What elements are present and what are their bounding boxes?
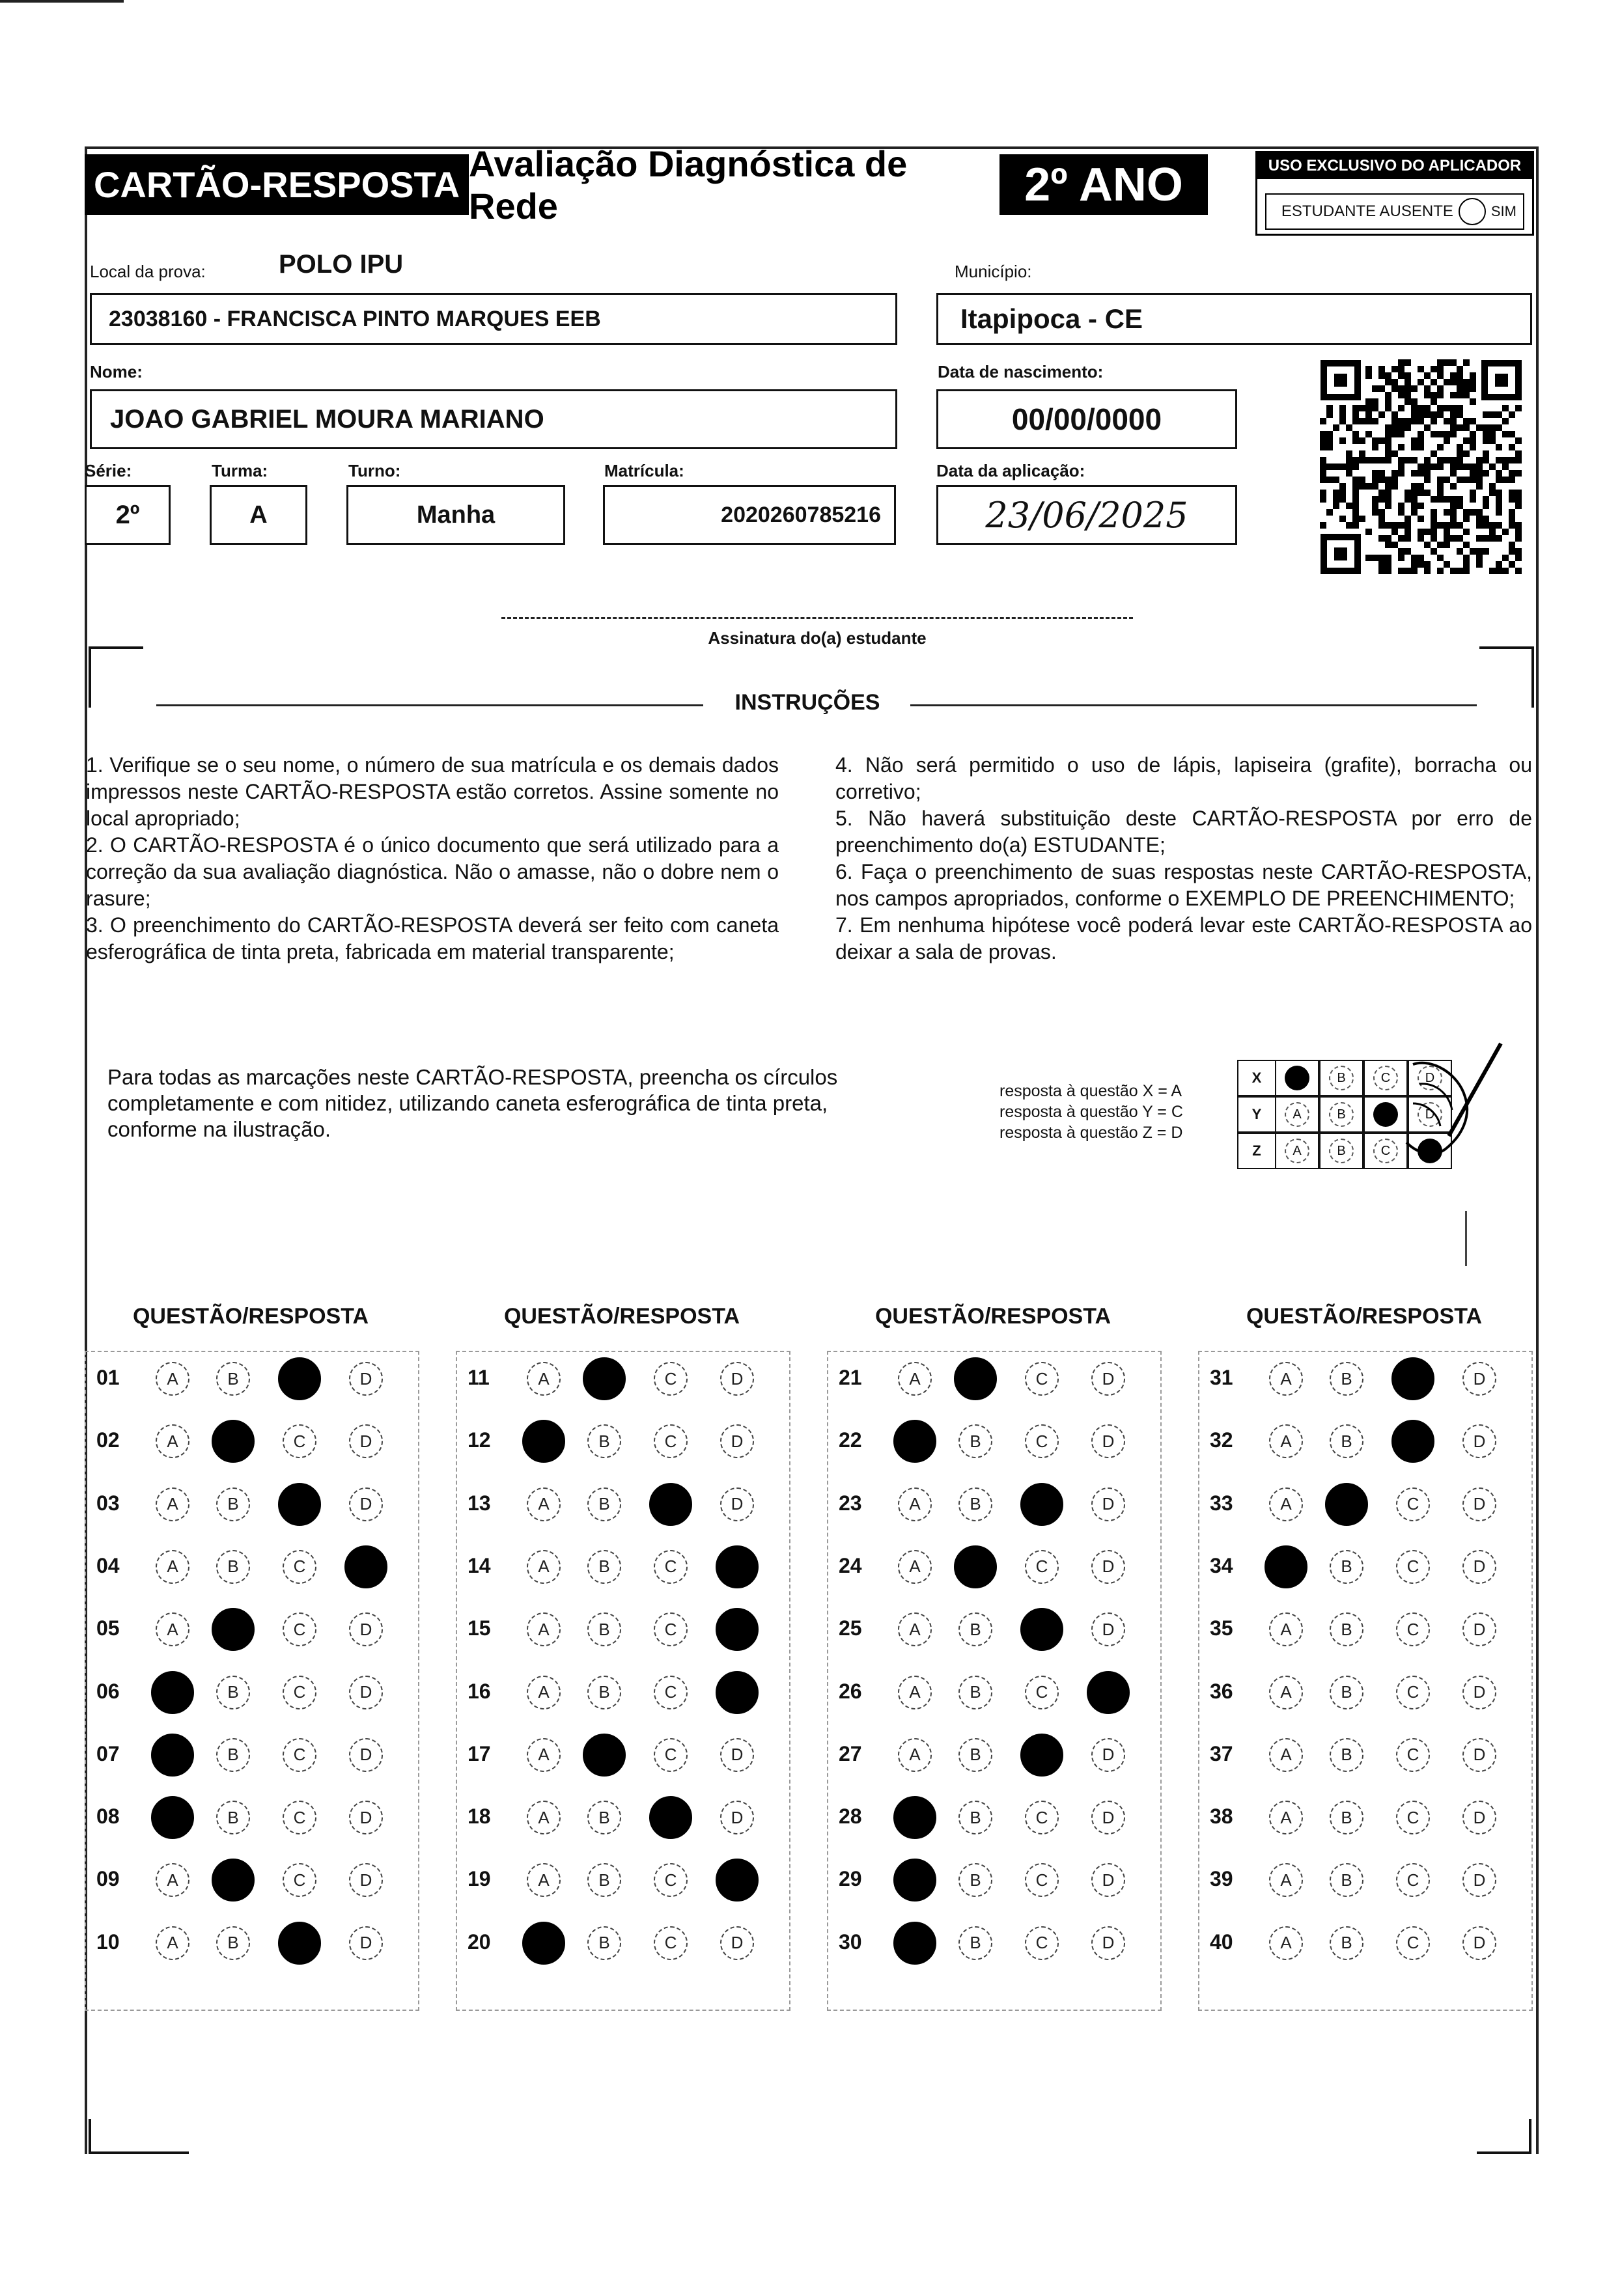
- series-label: Série:: [85, 461, 132, 480]
- instructions-rule-right: [910, 704, 1477, 706]
- example-bubble-b: B: [1329, 1102, 1354, 1127]
- example-bubble-c: C: [1373, 1139, 1398, 1163]
- city-box: [936, 293, 1532, 345]
- question-number: 02: [96, 1428, 120, 1452]
- answer-bubble-17-b[interactable]: [583, 1734, 626, 1777]
- instruction-item: 5. Não haverá substituição deste CARTÃO-RESPOSTA por erro de preenchimento do(a) ESTUDANTE;: [835, 807, 1532, 857]
- class-box: [210, 485, 307, 545]
- example-row-label: Z: [1237, 1133, 1276, 1169]
- app-date-label: Data da aplicação:: [936, 461, 1085, 480]
- example-bubble-a: A: [1285, 1102, 1309, 1127]
- question-number: 18: [468, 1805, 491, 1829]
- question-number: 26: [839, 1679, 862, 1703]
- answer-bubble-03-d[interactable]: D: [349, 1487, 383, 1521]
- answer-bubble-01-a[interactable]: A: [156, 1362, 189, 1396]
- answer-bubble-19-d[interactable]: [716, 1859, 759, 1902]
- answer-bubble-13-c[interactable]: [649, 1483, 692, 1526]
- question-number: 01: [96, 1366, 120, 1389]
- answer-bubble-08-c[interactable]: C: [283, 1801, 316, 1834]
- answer-bubble-07-c[interactable]: C: [283, 1738, 316, 1772]
- answer-bubble-37-d[interactable]: D: [1462, 1738, 1496, 1772]
- answer-bubble-18-d[interactable]: D: [720, 1801, 754, 1834]
- shift-value: Manha: [416, 501, 496, 529]
- name-box: [90, 389, 897, 449]
- answer-bubble-32-d[interactable]: D: [1462, 1424, 1496, 1458]
- answer-bubble-03-b[interactable]: B: [216, 1487, 250, 1521]
- answer-bubble-28-a[interactable]: [893, 1796, 936, 1839]
- question-number: 34: [1210, 1553, 1233, 1577]
- answer-bubble-39-a[interactable]: A: [1269, 1863, 1303, 1897]
- answer-bubble-17-d[interactable]: D: [720, 1738, 754, 1772]
- answer-bubble-15-a[interactable]: A: [527, 1612, 561, 1646]
- answer-bubble-02-c[interactable]: C: [283, 1424, 316, 1458]
- app-date-value: 23/06/2025: [985, 494, 1188, 536]
- answer-bubble-27-c[interactable]: [1020, 1734, 1063, 1777]
- answer-bubble-37-a[interactable]: A: [1269, 1738, 1303, 1772]
- answer-bubble-40-c[interactable]: C: [1396, 1926, 1430, 1960]
- answer-bubble-11-c[interactable]: C: [654, 1362, 688, 1396]
- answer-bubble-15-d[interactable]: [716, 1608, 759, 1651]
- answer-bubble-11-b[interactable]: [583, 1357, 626, 1400]
- city-label: Município:: [955, 262, 1032, 281]
- answer-bubble-26-a[interactable]: A: [898, 1676, 932, 1709]
- answer-bubble-08-b[interactable]: B: [216, 1801, 250, 1834]
- answer-bubble-38-d[interactable]: D: [1462, 1801, 1496, 1834]
- answer-bubble-36-c[interactable]: C: [1396, 1676, 1430, 1709]
- question-number: 08: [96, 1805, 120, 1829]
- answer-bubble-05-c[interactable]: C: [283, 1612, 316, 1646]
- answer-bubble-25-c[interactable]: [1020, 1608, 1063, 1651]
- signature-line: [501, 617, 1133, 619]
- answer-bubble-27-d[interactable]: D: [1091, 1738, 1125, 1772]
- answer-bubble-18-c[interactable]: [649, 1796, 692, 1839]
- question-number: 12: [468, 1428, 491, 1452]
- example-bubble-b: B: [1329, 1066, 1354, 1090]
- answer-bubble-11-d[interactable]: D: [720, 1362, 754, 1396]
- instruction-item: 7. Em nenhuma hipótese você poderá levar este CARTÃO-RESPOSTA ao deixar a sala de provas.: [835, 913, 1532, 963]
- answer-bubble-40-b[interactable]: B: [1330, 1926, 1363, 1960]
- location-label: Local da prova:: [90, 262, 206, 281]
- instruction-item: 4. Não será permitido o uso de lápis, lapiseira (grafite), borracha ou corretivo;: [835, 753, 1532, 803]
- answer-bubble-30-c[interactable]: C: [1025, 1926, 1059, 1960]
- answer-bubble-32-a[interactable]: A: [1269, 1424, 1303, 1458]
- answer-bubble-33-b[interactable]: [1325, 1483, 1368, 1526]
- answer-bubble-20-c[interactable]: C: [654, 1926, 688, 1960]
- answer-bubble-29-a[interactable]: [893, 1859, 936, 1902]
- question-number: 37: [1210, 1741, 1233, 1765]
- example-bubble-b: B: [1329, 1139, 1354, 1163]
- question-number: 38: [1210, 1805, 1233, 1829]
- applicator-title: USO EXCLUSIVO DO APLICADOR: [1257, 153, 1532, 179]
- absent-yes-label: SIM: [1490, 203, 1516, 219]
- question-number: 28: [839, 1805, 862, 1829]
- question-number: 39: [1210, 1867, 1233, 1891]
- question-number: 03: [96, 1491, 120, 1515]
- instructions-left: [86, 752, 779, 965]
- example-bubble-d: D: [1418, 1066, 1442, 1090]
- answer-bubble-22-a[interactable]: [893, 1420, 936, 1463]
- example-cell: [1319, 1096, 1363, 1133]
- question-number: 40: [1210, 1929, 1233, 1954]
- instructions-right: [835, 752, 1532, 965]
- question-number: 32: [1210, 1428, 1233, 1452]
- answer-bubble-23-d[interactable]: D: [1091, 1487, 1125, 1521]
- question-number: 10: [96, 1929, 120, 1954]
- answer-bubble-10-c[interactable]: [278, 1922, 321, 1965]
- answer-bubble-21-c[interactable]: C: [1025, 1362, 1059, 1396]
- answer-bubble-22-d[interactable]: D: [1091, 1424, 1125, 1458]
- answer-bubble-02-a[interactable]: A: [156, 1424, 189, 1458]
- answer-bubble-04-d[interactable]: [344, 1545, 387, 1588]
- answer-bubble-15-c[interactable]: C: [654, 1612, 688, 1646]
- answer-bubble-30-b[interactable]: B: [958, 1926, 992, 1960]
- answer-bubble-10-d[interactable]: D: [349, 1926, 383, 1960]
- answer-bubble-28-c[interactable]: C: [1025, 1801, 1059, 1834]
- instruction-item: 1. Verifique se o seu nome, o número de sua matrícula e os demais dados impressos neste CARTÃO-RESPOSTA estão corretos. Assine somente no local apropriado;: [86, 753, 779, 830]
- answer-bubble-07-a[interactable]: [151, 1734, 194, 1777]
- answer-bubble-31-d[interactable]: D: [1462, 1362, 1496, 1396]
- example-bubble-a: A: [1285, 1139, 1309, 1163]
- answer-bubble-19-b[interactable]: B: [587, 1863, 621, 1897]
- answer-bubble-29-d[interactable]: D: [1091, 1863, 1125, 1897]
- example-cell: [1275, 1096, 1319, 1133]
- question-number: 06: [96, 1679, 120, 1703]
- enrollment-label: Matrícula:: [604, 461, 684, 480]
- corner-mark-top-right: [1479, 646, 1534, 708]
- answer-bubble-12-b[interactable]: B: [587, 1424, 621, 1458]
- example-line: resposta à questão Y = C: [999, 1103, 1183, 1121]
- answer-bubble-13-b[interactable]: B: [587, 1487, 621, 1521]
- answer-bubble-09-d[interactable]: D: [349, 1863, 383, 1897]
- answer-bubble-33-a[interactable]: A: [1269, 1487, 1303, 1521]
- question-number: 31: [1210, 1366, 1233, 1389]
- question-number: 04: [96, 1553, 120, 1577]
- answer-bubble-38-a[interactable]: A: [1269, 1801, 1303, 1834]
- answer-bubble-04-c[interactable]: C: [283, 1550, 316, 1584]
- answer-bubble-37-b[interactable]: B: [1330, 1738, 1363, 1772]
- answer-bubble-21-b[interactable]: [954, 1357, 997, 1400]
- birth-label: Data de nascimento:: [938, 362, 1104, 381]
- answer-bubble-22-c[interactable]: C: [1025, 1424, 1059, 1458]
- answer-bubble-06-d[interactable]: D: [349, 1676, 383, 1709]
- answer-bubble-12-d[interactable]: D: [720, 1424, 754, 1458]
- answer-bubble-28-d[interactable]: D: [1091, 1801, 1125, 1834]
- answer-bubble-20-b[interactable]: B: [587, 1926, 621, 1960]
- answer-bubble-38-c[interactable]: C: [1396, 1801, 1430, 1834]
- answer-column-header: QUESTÃO/RESPOSTA: [503, 1304, 740, 1329]
- answer-bubble-25-d[interactable]: D: [1091, 1612, 1125, 1646]
- absent-field: [1265, 193, 1524, 230]
- shift-label: Turno:: [348, 461, 401, 480]
- question-number: 13: [468, 1491, 491, 1515]
- pen-hand-icon: [1387, 1038, 1511, 1169]
- instruction-item: 6. Faça o preenchimento de suas respostas neste CARTÃO-RESPOSTA, nos campos apropriados, conforme o EXEMPLO DE PREENCHIMENTO;: [835, 860, 1532, 910]
- answer-bubble-39-c[interactable]: C: [1396, 1863, 1430, 1897]
- answer-bubble-08-d[interactable]: D: [349, 1801, 383, 1834]
- example-bubble-d: D: [1418, 1102, 1442, 1127]
- answer-bubble-03-c[interactable]: [278, 1483, 321, 1526]
- exam-title: Avaliação Diagnóstica de Rede: [469, 154, 999, 215]
- answer-bubble-20-d[interactable]: D: [720, 1926, 754, 1960]
- class-label: Turma:: [212, 461, 268, 480]
- example-bubble-c: C: [1373, 1066, 1398, 1090]
- answer-bubble-05-b[interactable]: [212, 1608, 255, 1651]
- answer-bubble-30-a[interactable]: [893, 1922, 936, 1965]
- question-number: 35: [1210, 1616, 1233, 1640]
- instruction-item: 3. O preenchimento do CARTÃO-RESPOSTA deverá ser feito com caneta esferográfica de tinta preta, fabricada em material transparente;: [86, 913, 779, 963]
- question-number: 05: [96, 1616, 120, 1640]
- question-number: 20: [468, 1929, 491, 1954]
- answer-bubble-35-d[interactable]: D: [1462, 1612, 1496, 1646]
- answer-column-header: QUESTÃO/RESPOSTA: [1246, 1304, 1483, 1329]
- question-number: 16: [468, 1679, 491, 1703]
- answer-bubble-14-c[interactable]: C: [654, 1550, 688, 1584]
- answer-bubble-03-a[interactable]: A: [156, 1487, 189, 1521]
- example-row-label: X: [1237, 1060, 1276, 1096]
- answer-bubble-34-c[interactable]: C: [1396, 1550, 1430, 1584]
- enrollment-box: [603, 485, 896, 545]
- answer-bubble-09-c[interactable]: C: [283, 1863, 316, 1897]
- answer-bubble-05-a[interactable]: A: [156, 1612, 189, 1646]
- answer-bubble-02-d[interactable]: D: [349, 1424, 383, 1458]
- answer-bubble-32-c[interactable]: [1391, 1420, 1434, 1463]
- question-number: 27: [839, 1741, 862, 1765]
- answer-bubble-35-a[interactable]: A: [1269, 1612, 1303, 1646]
- answer-bubble-23-c[interactable]: [1020, 1483, 1063, 1526]
- answer-bubble-36-d[interactable]: D: [1462, 1676, 1496, 1709]
- answer-bubble-18-a[interactable]: A: [527, 1801, 561, 1834]
- answer-bubble-26-b[interactable]: B: [958, 1676, 992, 1709]
- answer-bubble-12-a[interactable]: [522, 1420, 565, 1463]
- instruction-item: 2. O CARTÃO-RESPOSTA é o único documento que será utilizado para a correção da sua avaliação diagnóstica. Não o amasse, não o dobre nem o rasure;: [86, 833, 779, 910]
- example-line: resposta à questão Z = D: [999, 1124, 1183, 1142]
- answer-bubble-10-a[interactable]: A: [156, 1926, 189, 1960]
- answer-bubble-14-d[interactable]: [716, 1545, 759, 1588]
- birth-value: 00/00/0000: [1011, 402, 1162, 436]
- answer-bubble-04-a[interactable]: A: [156, 1550, 189, 1584]
- answer-bubble-11-a[interactable]: A: [527, 1362, 561, 1396]
- answer-column-header: QUESTÃO/RESPOSTA: [132, 1304, 369, 1329]
- example-row-label: Y: [1237, 1096, 1276, 1133]
- shift-box: [346, 485, 565, 545]
- answer-bubble-13-a[interactable]: A: [527, 1487, 561, 1521]
- example-bubble-a: [1285, 1066, 1309, 1090]
- answer-bubble-38-b[interactable]: B: [1330, 1801, 1363, 1834]
- example-cell: [1319, 1133, 1363, 1169]
- answer-bubble-35-b[interactable]: B: [1330, 1612, 1363, 1646]
- answer-bubble-22-b[interactable]: B: [958, 1424, 992, 1458]
- answer-bubble-34-b[interactable]: B: [1330, 1550, 1363, 1584]
- example-cell: [1275, 1060, 1319, 1096]
- answer-bubble-16-d[interactable]: [716, 1671, 759, 1714]
- answer-bubble-02-b[interactable]: [212, 1420, 255, 1463]
- answer-bubble-40-d[interactable]: D: [1462, 1926, 1496, 1960]
- answer-bubble-18-b[interactable]: B: [587, 1801, 621, 1834]
- example-cell: [1275, 1133, 1319, 1169]
- answer-bubble-24-a[interactable]: A: [898, 1550, 932, 1584]
- answer-bubble-31-a[interactable]: A: [1269, 1362, 1303, 1396]
- birth-box: [936, 389, 1237, 449]
- corner-mark-top-left: [89, 646, 143, 708]
- answer-bubble-25-a[interactable]: A: [898, 1612, 932, 1646]
- answer-bubble-21-d[interactable]: D: [1091, 1362, 1125, 1396]
- absent-bubble[interactable]: [1459, 198, 1486, 225]
- series-box: [85, 485, 171, 545]
- answer-bubble-24-b[interactable]: [954, 1545, 997, 1588]
- answer-bubble-19-c[interactable]: C: [654, 1863, 688, 1897]
- question-number: 22: [839, 1428, 862, 1452]
- question-number: 19: [468, 1867, 491, 1891]
- answer-bubble-39-d[interactable]: D: [1462, 1863, 1496, 1897]
- question-number: 09: [96, 1867, 120, 1891]
- answer-bubble-39-b[interactable]: B: [1330, 1863, 1363, 1897]
- class-value: A: [249, 501, 268, 529]
- answer-bubble-09-b[interactable]: [212, 1859, 255, 1902]
- answer-bubble-29-c[interactable]: C: [1025, 1863, 1059, 1897]
- card-title: CARTÃO-RESPOSTA: [85, 154, 469, 215]
- answer-bubble-06-b[interactable]: B: [216, 1676, 250, 1709]
- answer-bubble-25-b[interactable]: B: [958, 1612, 992, 1646]
- answer-bubble-23-a[interactable]: A: [898, 1487, 932, 1521]
- applicator-box: [1255, 151, 1534, 236]
- answer-bubble-15-b[interactable]: B: [587, 1612, 621, 1646]
- answer-bubble-37-c[interactable]: C: [1396, 1738, 1430, 1772]
- corner-mark-bottom-right: [1477, 2119, 1531, 2154]
- answer-bubble-07-d[interactable]: D: [349, 1738, 383, 1772]
- answer-bubble-30-d[interactable]: D: [1091, 1926, 1125, 1960]
- answer-bubble-17-a[interactable]: A: [527, 1738, 561, 1772]
- absent-label: ESTUDANTE AUSENTE: [1281, 202, 1453, 220]
- question-number: 23: [839, 1491, 862, 1515]
- answer-bubble-04-b[interactable]: B: [216, 1550, 250, 1584]
- answer-bubble-13-d[interactable]: D: [720, 1487, 754, 1521]
- question-number: 21: [839, 1366, 862, 1389]
- question-number: 29: [839, 1867, 862, 1891]
- answer-bubble-33-c[interactable]: C: [1396, 1487, 1430, 1521]
- qr-code: [1319, 358, 1524, 576]
- answer-bubble-26-d[interactable]: [1087, 1671, 1130, 1714]
- answer-bubble-35-c[interactable]: C: [1396, 1612, 1430, 1646]
- instructions-rule-left: [156, 704, 703, 706]
- answer-bubble-24-d[interactable]: D: [1091, 1550, 1125, 1584]
- series-value: 2º: [115, 500, 140, 529]
- instructions-title: INSTRUÇÕES: [734, 690, 880, 715]
- answer-bubble-32-b[interactable]: B: [1330, 1424, 1363, 1458]
- answer-bubble-40-a[interactable]: A: [1269, 1926, 1303, 1960]
- question-number: 36: [1210, 1679, 1233, 1703]
- corner-mark-bottom-left: [89, 2119, 189, 2154]
- question-number: 07: [96, 1741, 120, 1765]
- answer-bubble-16-b[interactable]: B: [587, 1676, 621, 1709]
- question-number: 14: [468, 1553, 491, 1577]
- answer-bubble-20-a[interactable]: [522, 1922, 565, 1965]
- question-number: 24: [839, 1553, 862, 1577]
- question-number: 33: [1210, 1491, 1233, 1515]
- location-value: POLO IPU: [279, 250, 404, 279]
- example-line: resposta à questão X = A: [999, 1082, 1182, 1100]
- answer-bubble-27-a[interactable]: A: [898, 1738, 932, 1772]
- answer-bubble-01-c[interactable]: [278, 1357, 321, 1400]
- enrollment-value: 2020260785216: [721, 502, 881, 527]
- answer-bubble-05-d[interactable]: D: [349, 1612, 383, 1646]
- answer-bubble-23-b[interactable]: B: [958, 1487, 992, 1521]
- answer-bubble-34-a[interactable]: [1265, 1545, 1307, 1588]
- answer-bubble-24-c[interactable]: C: [1025, 1550, 1059, 1584]
- name-label: Nome:: [90, 362, 143, 381]
- answer-bubble-31-b[interactable]: B: [1330, 1362, 1363, 1396]
- answer-bubble-28-b[interactable]: B: [958, 1801, 992, 1834]
- answer-bubble-01-d[interactable]: D: [349, 1362, 383, 1396]
- example-legend: [999, 1081, 1183, 1143]
- answer-bubble-16-a[interactable]: A: [527, 1676, 561, 1709]
- app-date-box: [936, 485, 1237, 545]
- answer-bubble-07-b[interactable]: B: [216, 1738, 250, 1772]
- answer-bubble-26-c[interactable]: C: [1025, 1676, 1059, 1709]
- answer-bubble-27-b[interactable]: B: [958, 1738, 992, 1772]
- question-number: 25: [839, 1616, 862, 1640]
- answer-bubble-36-a[interactable]: A: [1269, 1676, 1303, 1709]
- school-box: [90, 293, 897, 345]
- school-value: 23038160 - FRANCISCA PINTO MARQUES EEB: [109, 306, 601, 331]
- signature-label: Assinatura do(a) estudante: [708, 628, 927, 648]
- answer-bubble-31-c[interactable]: [1391, 1357, 1434, 1400]
- answer-bubble-17-c[interactable]: C: [654, 1738, 688, 1772]
- name-value: JOAO GABRIEL MOURA MARIANO: [110, 404, 544, 434]
- answer-bubble-10-b[interactable]: B: [216, 1926, 250, 1960]
- top-rule: [0, 0, 124, 3]
- answer-bubble-29-b[interactable]: B: [958, 1863, 992, 1897]
- grade-badge: 2º ANO: [999, 154, 1208, 215]
- question-number: 11: [468, 1366, 490, 1389]
- question-number: 17: [468, 1741, 491, 1765]
- answer-bubble-21-a[interactable]: A: [898, 1362, 932, 1396]
- answer-bubble-01-b[interactable]: B: [216, 1362, 250, 1396]
- marking-note: Para todas as marcações neste CARTÃO-RESPOSTA, preencha os círculos completamente e com nitidez, utilizando caneta esferográfica de tinta preta, conforme na ilustração.: [107, 1065, 838, 1141]
- answer-bubble-08-a[interactable]: [151, 1796, 194, 1839]
- example-cell: [1319, 1060, 1363, 1096]
- answer-column-header: QUESTÃO/RESPOSTA: [874, 1304, 1111, 1329]
- answer-bubble-16-c[interactable]: C: [654, 1676, 688, 1709]
- city-value: Itapipoca - CE: [960, 303, 1143, 334]
- question-number: 30: [839, 1929, 862, 1954]
- answer-bubble-14-b[interactable]: B: [587, 1550, 621, 1584]
- answer-bubble-12-c[interactable]: C: [654, 1424, 688, 1458]
- answer-bubble-33-d[interactable]: D: [1462, 1487, 1496, 1521]
- answer-bubble-19-a[interactable]: A: [527, 1863, 561, 1897]
- question-number: 15: [468, 1616, 491, 1640]
- answer-bubble-34-d[interactable]: D: [1462, 1550, 1496, 1584]
- answer-bubble-06-a[interactable]: [151, 1671, 194, 1714]
- answer-bubble-09-a[interactable]: A: [156, 1863, 189, 1897]
- pen-tail-mark: [1465, 1211, 1467, 1266]
- answer-bubble-14-a[interactable]: A: [527, 1550, 561, 1584]
- answer-bubble-06-c[interactable]: C: [283, 1676, 316, 1709]
- answer-bubble-36-b[interactable]: B: [1330, 1676, 1363, 1709]
